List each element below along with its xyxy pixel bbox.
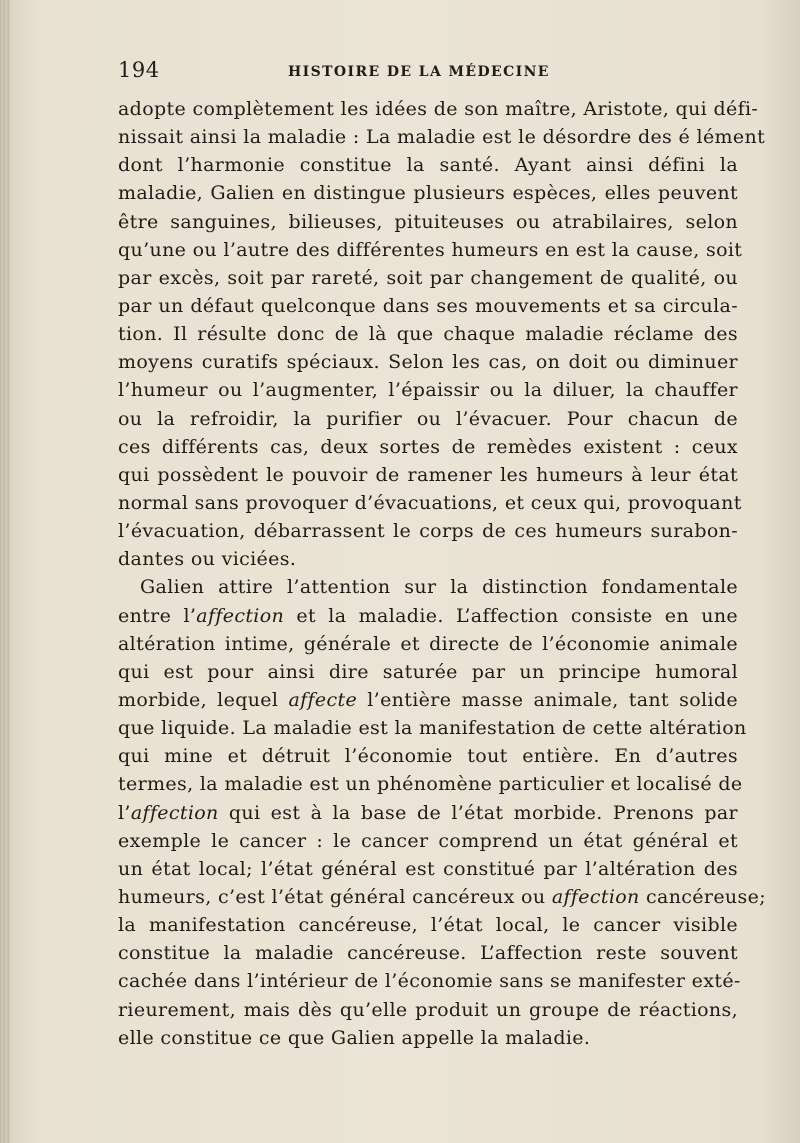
- text-segment: rieurement, mais dès qu’elle produit un groupe de réactions,: [118, 998, 738, 1021]
- text-segment: adopte complètement les idées de son maître, Aristote, qui défi-: [118, 98, 759, 120]
- text-segment: l’humeur ou l’augmenter, l’épaissir ou la diluer, la chauffer: [118, 379, 738, 402]
- text-line: [118, 658, 738, 686]
- binding-gutter: [0, 0, 10, 1143]
- text-line: [118, 348, 738, 376]
- text-segment: moyens curatifs spéciaux. Selon les cas, on doit ou diminuer: [118, 351, 738, 374]
- text-segment: un état local; l’état général est constitué par l’altération des: [118, 857, 738, 880]
- text-line: [118, 95, 759, 123]
- text-line: [118, 461, 738, 489]
- text-line: [118, 996, 738, 1024]
- italic-term: affection: [130, 801, 219, 824]
- text-line: [118, 1024, 738, 1052]
- text-line: [118, 714, 747, 742]
- body-text: [118, 95, 766, 1052]
- text-segment: qui possèdent le pouvoir de ramener les humeurs à leur état: [118, 463, 738, 486]
- text-line: [118, 967, 741, 995]
- italic-term: affection: [551, 885, 640, 908]
- text-line: [118, 827, 738, 855]
- text-line: [118, 320, 738, 348]
- text-segment: être sanguines, bilieuses, pituiteuses ou atrabilaires, selon: [118, 210, 738, 233]
- text-line: [118, 151, 738, 179]
- text-line: [118, 630, 738, 658]
- italic-term: affection: [196, 604, 285, 627]
- text-line: [118, 292, 738, 320]
- text-segment: humeurs, c’est l’état général cancéreux ou: [118, 885, 552, 908]
- text-segment: la manifestation cancéreuse, l’état local, le cancer visible: [118, 914, 738, 937]
- text-segment: dantes ou viciées.: [118, 548, 297, 571]
- text-line: [118, 602, 738, 630]
- text-line: [118, 545, 738, 573]
- text-segment: exemple le cancer : le cancer comprend un état général et: [118, 829, 738, 852]
- text-segment: entre l’: [118, 604, 197, 627]
- text-segment: cancéreuse;: [639, 885, 766, 908]
- text-segment: et la maladie. L’affection consiste en une: [284, 604, 738, 627]
- italic-term: affecte: [288, 688, 358, 711]
- text-segment: ces différents cas, deux sortes de remèdes existent : ceux: [118, 435, 738, 458]
- page-number: 194: [118, 58, 160, 82]
- text-segment: maladie, Galien en distingue plusieurs espèces, elles peuvent: [118, 182, 738, 205]
- text-segment: altération intime, générale et directe de l’économie animale: [118, 632, 738, 655]
- text-segment: par un défaut quelconque dans ses mouvements et sa circula-: [118, 294, 738, 317]
- page-header: [118, 58, 738, 86]
- text-line: [118, 855, 738, 883]
- text-segment: que liquide. La maladie est la manifestation de cette altération: [118, 717, 747, 740]
- text-segment: constitue la maladie cancéreuse. L’affection reste souvent: [118, 942, 738, 965]
- text-line: [118, 883, 766, 911]
- text-line: [118, 517, 738, 545]
- text-line: [118, 208, 738, 236]
- text-segment: l’entière masse animale, tant solide: [357, 688, 738, 711]
- running-title: HISTOIRE DE LA MÉDECINE: [288, 64, 550, 80]
- text-line: [118, 489, 742, 517]
- text-segment: l’évacuation, débarrassent le corps de ces humeurs surabon-: [118, 520, 738, 543]
- text-line: [118, 123, 766, 151]
- text-line: [118, 236, 743, 264]
- text-segment: morbide, lequel: [118, 688, 289, 711]
- text-line: [118, 433, 738, 461]
- text-segment: qui mine et détruit l’économie tout entière. En d’autres: [118, 745, 738, 768]
- text-segment: termes, la maladie est un phénomène particulier et localisé de: [118, 773, 743, 796]
- text-segment: par excès, soit par rareté, soit par changement de qualité, ou: [118, 266, 738, 289]
- text-line: [118, 686, 738, 714]
- text-line: [118, 799, 738, 827]
- text-segment: qu’une ou l’autre des différentes humeurs en est la cause, soit: [118, 238, 743, 261]
- text-segment: ou la refroidir, la purifier ou l’évacuer. Pour chacun de: [118, 407, 738, 430]
- text-segment: nissait ainsi la maladie : La maladie est le désordre des é lément: [118, 126, 766, 149]
- text-segment: dont l’harmonie constitue la santé. Ayant ainsi défini la: [118, 154, 738, 177]
- text-line: [118, 405, 738, 433]
- text-line: [118, 573, 738, 601]
- text-segment: qui est pour ainsi dire saturée par un principe humoral: [118, 660, 738, 683]
- text-segment: tion. Il résulte donc de là que chaque maladie réclame des: [118, 323, 738, 346]
- text-line: [118, 179, 738, 207]
- text-line: [118, 939, 738, 967]
- text-segment: cachée dans l’intérieur de l’économie sans se manifester exté-: [118, 970, 741, 993]
- text-line: [118, 264, 738, 292]
- text-segment: Galien attire l’attention sur la distinction fondamentale: [140, 576, 738, 599]
- text-line: [118, 911, 738, 939]
- text-line: [118, 770, 743, 798]
- text-segment: normal sans provoquer d’évacuations, et ceux qui, provoquant: [118, 491, 742, 514]
- text-line: [118, 742, 738, 770]
- text-line: [118, 376, 738, 404]
- text-segment: qui est à la base de l’état morbide. Prenons par: [218, 801, 738, 824]
- text-segment: l’: [118, 801, 131, 824]
- text-segment: elle constitue ce que Galien appelle la maladie.: [118, 1026, 591, 1049]
